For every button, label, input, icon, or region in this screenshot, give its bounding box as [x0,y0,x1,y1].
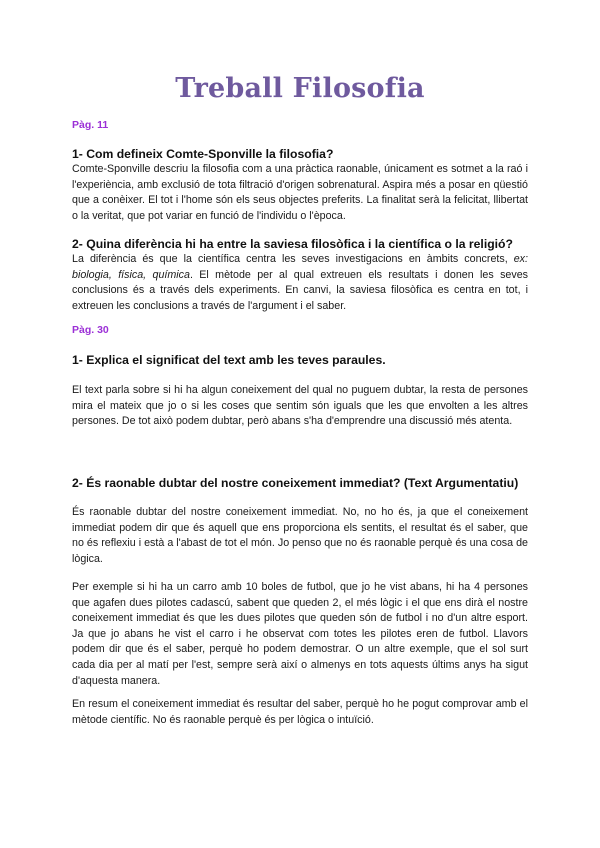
page-reference-11: Pàg. 11 [72,119,109,131]
page-reference-30: Pàg. 30 [72,324,109,336]
answer-paragraph: És raonable dubtar del nostre coneixement immediat. No, no ho és, ja que el coneixement immediat podem dir que és aquell que ens proporciona els sentits, el resultat és el saber, que no és reflexiu i està a l'abast de tot el món. Jo penso que no és raonable perquè és una cosa de lògica. [72,506,528,565]
question-heading: 1- Explica el significat del text amb les teves paraules. [72,353,386,367]
answer-paragraph: En resum el coneixement immediat és resultar del saber, perquè ho he pogut comprovar amb el mètode científic. No és raonable perquè és per lògica o intuïció. [72,698,528,726]
answer-paragraph: Per exemple si hi ha un carro amb 10 boles de futbol, que jo he vist abans, hi ha 4 persones que agafen dues pilotes cadascú, sabent que queden 2, el més lògic i el que ens dirà el nostre coneixement immediat és que les dues pilotes que queden són de futbol i no d'un altre esport. Ja que jo abans he vist el carro i he observat com totes les pilotes eren de futbol. Llavors podem dir que és el saber, perquè ho podem demostrar. O un altre exemple, que el sol surt cada dia per al matí per l'est, sempre serà així o almenys en tots aquests últims anys ha sigut d'aquesta manera. [72,581,528,687]
answer-text: . El mètode per al qual extreuen els resultats i donen les seves conclusions és a través dels experiments. En canvi, la saviesa filosòfica es centra en tot, i extreuen les conclusions a través de l'argument i el saber. [72,268,529,312]
question-heading: 1- Com defineix Comte-Sponville la filosofia? [72,147,334,161]
answer-emphasis: ex: biologia, física, química [72,253,528,281]
question-heading: 2- És raonable dubtar del nostre coneixement immediat? (Text Argumentatiu) [72,476,519,490]
answer-paragraph: El text parla sobre si hi ha algun coneixement del qual no puguem dubtar, la resta de persones mira el mateix que jo o si les coses que sentim són iguals que les que envolten a les altres persones. De tot això podem dubtar, però abans s'ha d'emprendre una discussió més atenta. [72,384,528,428]
answer-paragraph: Comte-Sponville descriu la filosofia com a una pràctica raonable, únicament es sotmet a la raó i l'experiència, amb exclusió de tota filtració d'origen sobrenatural. Aspira més a posar en qüestió que a conèixer. El tot i l'home són els seus objectes preferits. La finalitat serà la felicitat, llibertat o la veritat, que pot variar en funció de l'individu o l'època. [72,163,528,222]
answer-paragraph [72,252,528,314]
answer-text: La diferència és que la científica centra les seves investigacions en àmbits concrets, [72,253,514,265]
document-title: Treball Filosofia [175,73,425,104]
question-heading: 2- Quina diferència hi ha entre la saviesa filosòfica i la científica o la religió? [72,237,513,251]
